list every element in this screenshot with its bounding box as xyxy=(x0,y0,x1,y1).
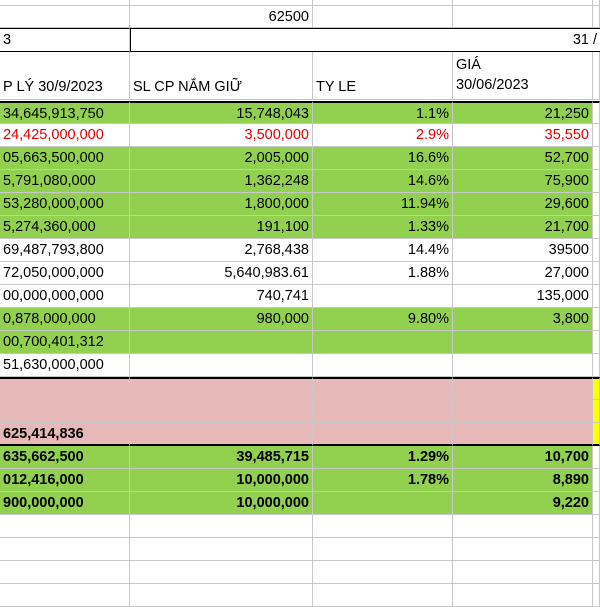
cell-a-row-19[interactable] xyxy=(0,515,130,538)
cell[interactable] xyxy=(593,400,600,423)
cell-b-row-14[interactable] xyxy=(130,400,313,423)
cell-b-row-3[interactable]: 2,005,000 xyxy=(130,147,313,170)
cell-c-row-21[interactable] xyxy=(313,561,453,584)
cell-c-row-13[interactable] xyxy=(313,377,453,400)
cell[interactable] xyxy=(593,331,600,354)
cell-d-row-3[interactable]: 52,700 xyxy=(453,147,593,170)
header-col-a[interactable]: P LÝ 30/9/2023 xyxy=(0,52,130,100)
cell[interactable] xyxy=(593,193,600,216)
cell-d-row-15[interactable] xyxy=(453,423,593,446)
cell[interactable] xyxy=(593,446,600,469)
cell-d-row-16[interactable]: 10,700 xyxy=(453,446,593,469)
cell[interactable] xyxy=(593,262,600,285)
cell[interactable] xyxy=(593,101,600,124)
cell-a-row-3[interactable]: 05,663,500,000 xyxy=(0,147,130,170)
cell-a-row-12[interactable]: 51,630,000,000 xyxy=(0,354,130,377)
cell-c-row-7[interactable]: 14.4% xyxy=(313,239,453,262)
cell-b-row-1[interactable]: 15,748,043 xyxy=(130,101,313,124)
cell-b-row-22[interactable] xyxy=(130,584,313,607)
cell-c-row-11[interactable] xyxy=(313,331,453,354)
cell-a-row-7[interactable]: 69,487,793,800 xyxy=(0,239,130,262)
cell-d-row-2[interactable]: 35,550 xyxy=(453,124,593,147)
cell-d-row-10[interactable]: 3,800 xyxy=(453,308,593,331)
cell-b-row-19[interactable] xyxy=(130,515,313,538)
cell[interactable] xyxy=(593,423,600,446)
cell[interactable] xyxy=(453,6,593,28)
cell-d-row-21[interactable] xyxy=(453,561,593,584)
cell-b-row-18[interactable]: 10,000,000 xyxy=(130,492,313,515)
header-col-b[interactable]: SL CP NẮM GIỮ xyxy=(130,52,313,100)
cell[interactable] xyxy=(593,538,600,561)
cell-a-row-15[interactable]: 625,414,836 xyxy=(0,423,130,446)
cell-a-row-11[interactable]: 00,700,401,312 xyxy=(0,331,130,354)
row2-right-cell[interactable]: 31 / xyxy=(130,28,600,52)
cell[interactable] xyxy=(313,6,453,28)
cell-d-row-5[interactable]: 29,600 xyxy=(453,193,593,216)
cell-a-row-1[interactable]: 34,645,913,750 xyxy=(0,101,130,124)
cell-a-row-5[interactable]: 53,280,000,000 xyxy=(0,193,130,216)
cell-b-row-5[interactable]: 1,800,000 xyxy=(130,193,313,216)
cell[interactable] xyxy=(593,285,600,308)
cell-c-row-15[interactable] xyxy=(313,423,453,446)
header-col-c[interactable]: TY LE xyxy=(313,52,453,100)
cell[interactable] xyxy=(593,124,600,147)
cell-a-row-8[interactable]: 72,050,000,000 xyxy=(0,262,130,285)
cell-c-row-2[interactable]: 2.9% xyxy=(313,124,453,147)
cell[interactable] xyxy=(593,469,600,492)
cell-c-row-16[interactable]: 1.29% xyxy=(313,446,453,469)
cell-c-row-10[interactable]: 9.80% xyxy=(313,308,453,331)
cell[interactable] xyxy=(593,170,600,193)
cell[interactable] xyxy=(593,561,600,584)
cell-c-row-3[interactable]: 16.6% xyxy=(313,147,453,170)
cell-b-row-17[interactable]: 10,000,000 xyxy=(130,469,313,492)
cell-d-row-7[interactable]: 39500 xyxy=(453,239,593,262)
cell-b-row-20[interactable] xyxy=(130,538,313,561)
cell-d-row-6[interactable]: 21,700 xyxy=(453,216,593,239)
cell-d-row-11[interactable] xyxy=(453,331,593,354)
cell-b-row-7[interactable]: 2,768,438 xyxy=(130,239,313,262)
cell-a-row-20[interactable] xyxy=(0,538,130,561)
cell-c-row-5[interactable]: 11.94% xyxy=(313,193,453,216)
cell[interactable] xyxy=(593,52,600,100)
cell[interactable] xyxy=(593,147,600,170)
cell-d-row-17[interactable]: 8,890 xyxy=(453,469,593,492)
cell[interactable] xyxy=(593,354,600,377)
cell-a-row-2[interactable]: 24,425,000,000 xyxy=(0,124,130,147)
cell-a-row-18[interactable]: 900,000,000 xyxy=(0,492,130,515)
cell-b-row-8[interactable]: 5,640,983.61 xyxy=(130,262,313,285)
cell[interactable] xyxy=(593,377,600,400)
cell[interactable] xyxy=(593,584,600,607)
cell-a-row-10[interactable]: 0,878,000,000 xyxy=(0,308,130,331)
cell-a-row-16[interactable]: 635,662,500 xyxy=(0,446,130,469)
cell-a-row-22[interactable] xyxy=(0,584,130,607)
cell-d-row-22[interactable] xyxy=(453,584,593,607)
cell-a-row-17[interactable]: 012,416,000 xyxy=(0,469,130,492)
header-col-d[interactable] xyxy=(453,52,593,100)
cell-b-row-6[interactable]: 191,100 xyxy=(130,216,313,239)
cell-c-row-12[interactable] xyxy=(313,354,453,377)
cell-a-row-4[interactable]: 5,791,080,000 xyxy=(0,170,130,193)
cell-c-row-4[interactable]: 14.6% xyxy=(313,170,453,193)
cell-c-row-19[interactable] xyxy=(313,515,453,538)
cell-d-row-14[interactable] xyxy=(453,400,593,423)
header-col-d-line1: GIÁ xyxy=(456,57,481,73)
cell[interactable] xyxy=(593,492,600,515)
header-col-d-line2: 30/06/2023 xyxy=(456,77,529,93)
cell-b-row-21[interactable] xyxy=(130,561,313,584)
cell-b-row-10[interactable]: 980,000 xyxy=(130,308,313,331)
cell-a-row-21[interactable] xyxy=(0,561,130,584)
cell-d-row-9[interactable]: 135,000 xyxy=(453,285,593,308)
cell-c-row-8[interactable]: 1.88% xyxy=(313,262,453,285)
cell-b-row-2[interactable]: 3,500,000 xyxy=(130,124,313,147)
cell-d-row-13[interactable] xyxy=(453,377,593,400)
cell-a-row-14[interactable] xyxy=(0,400,130,423)
cell[interactable] xyxy=(593,216,600,239)
cell-d-row-19[interactable] xyxy=(453,515,593,538)
cell-c-row-22[interactable] xyxy=(313,584,453,607)
cell-d-row-12[interactable] xyxy=(453,354,593,377)
cell[interactable] xyxy=(0,6,130,28)
cell-b-row-9[interactable]: 740,741 xyxy=(130,285,313,308)
cell-b-row-12[interactable] xyxy=(130,354,313,377)
cell-b-row-11[interactable] xyxy=(130,331,313,354)
cell-c-row-1[interactable]: 1.1% xyxy=(313,101,453,124)
cell-c-row-14[interactable] xyxy=(313,400,453,423)
cell-b-row-16[interactable]: 39,485,715 xyxy=(130,446,313,469)
cell-c-row-20[interactable] xyxy=(313,538,453,561)
cell-a-row-13[interactable] xyxy=(0,377,130,400)
cell-d-row-18[interactable]: 9,220 xyxy=(453,492,593,515)
cell[interactable] xyxy=(593,308,600,331)
cell[interactable] xyxy=(593,515,600,538)
cell-c-row-17[interactable]: 1.78% xyxy=(313,469,453,492)
cell-d-row-1[interactable]: 21,250 xyxy=(453,101,593,124)
cell-a-row-6[interactable]: 5,274,360,000 xyxy=(0,216,130,239)
cell[interactable] xyxy=(593,239,600,262)
cell-d-row-8[interactable]: 27,000 xyxy=(453,262,593,285)
cell-b-row-4[interactable]: 1,362,248 xyxy=(130,170,313,193)
cell-b-row-13[interactable] xyxy=(130,377,313,400)
cell[interactable] xyxy=(593,6,600,28)
cell-a-row-9[interactable]: 00,000,000,000 xyxy=(0,285,130,308)
cell-c-row-6[interactable]: 1.33% xyxy=(313,216,453,239)
top-value-cell[interactable]: 62500 xyxy=(130,6,313,28)
cell-d-row-20[interactable] xyxy=(453,538,593,561)
cell-b-row-15[interactable] xyxy=(130,423,313,446)
row2-left-cell[interactable]: 3 xyxy=(0,28,130,52)
cell-c-row-9[interactable] xyxy=(313,285,453,308)
cell-d-row-4[interactable]: 75,900 xyxy=(453,170,593,193)
cell-c-row-18[interactable] xyxy=(313,492,453,515)
